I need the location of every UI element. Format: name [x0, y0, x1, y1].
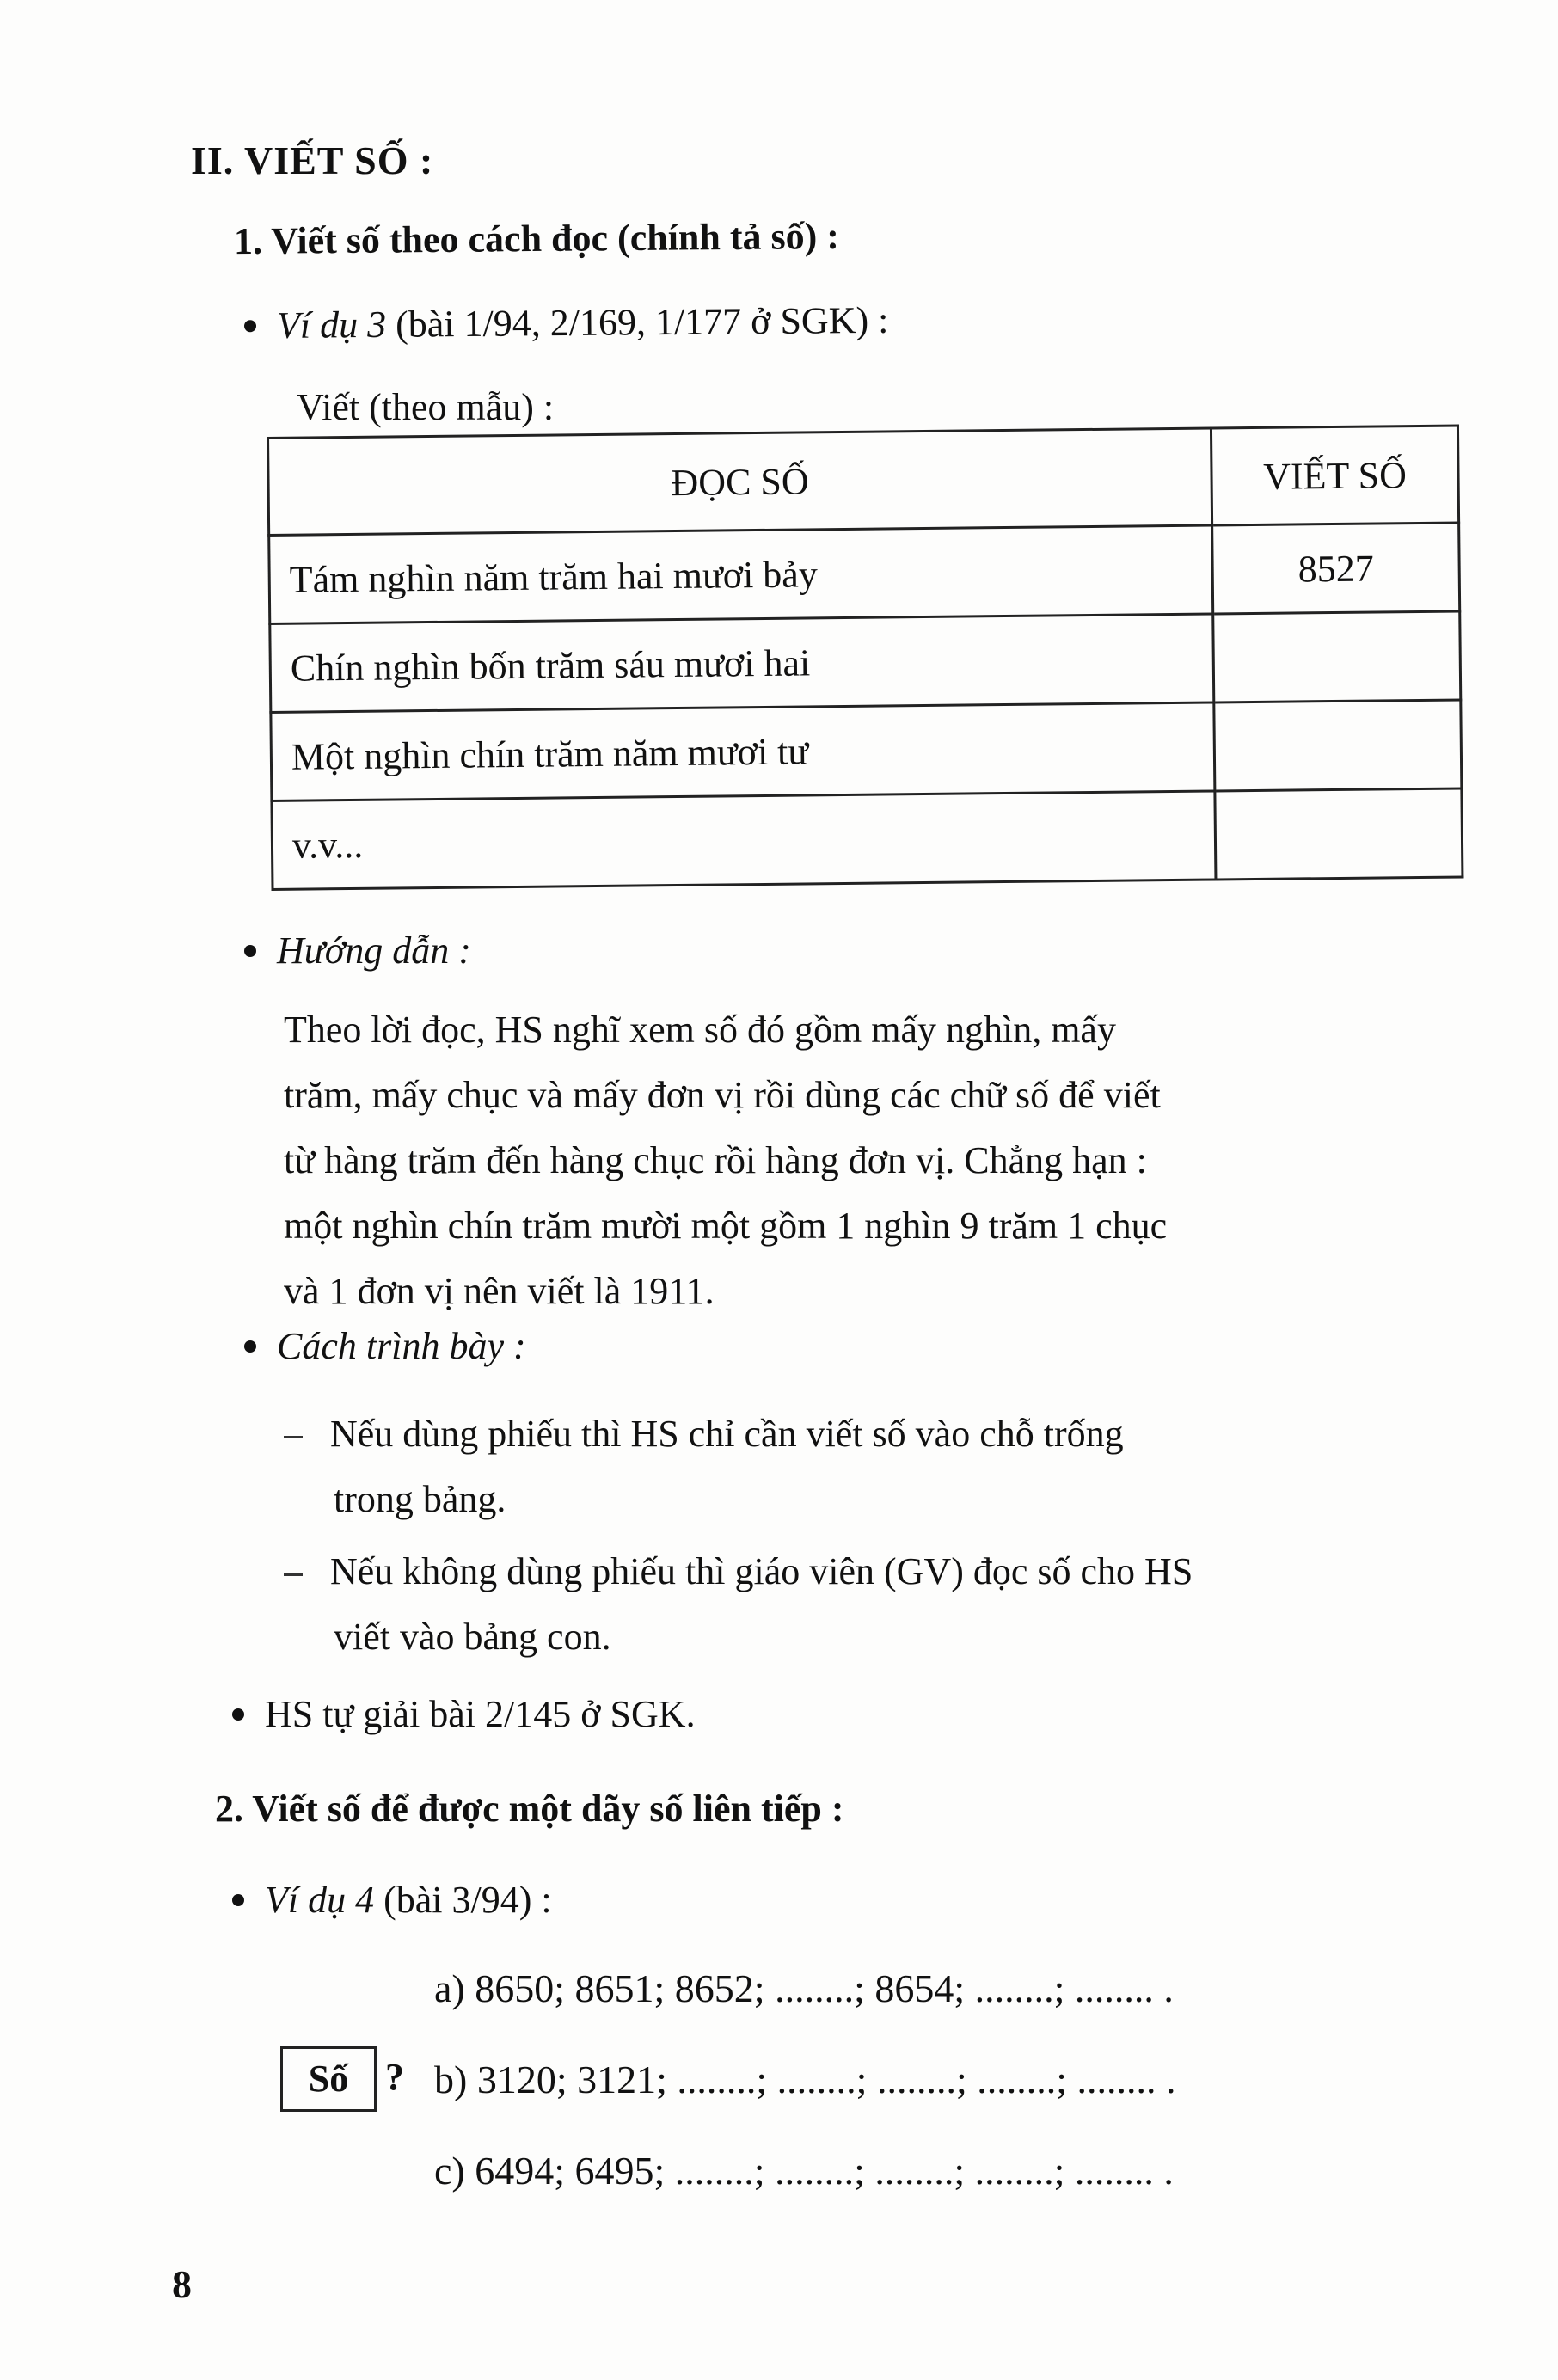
item-text-cont: viết vào bảng con. — [334, 1616, 611, 1658]
sequence-a: a) 8650; 8651; 8652; ........; 8654; ........; ........ . — [434, 1966, 1174, 2010]
guide-line: và 1 đơn vị nên viết là 1911. — [284, 1270, 715, 1312]
table-header-row — [268, 426, 1459, 535]
example-4-label: Ví dụ 4 — [265, 1879, 375, 1921]
self-practice-text: HS tự giải bài 2/145 ở SGK. — [265, 1693, 696, 1735]
header-doc-so: ĐỌC SỐ — [268, 428, 1212, 535]
row-reading: Chín nghìn bốn trăm sáu mươi hai — [270, 614, 1214, 712]
row-reading: v.v... — [272, 791, 1216, 889]
reading-table — [267, 424, 1463, 890]
guide-line: một nghìn chín trăm mười một gồm 1 nghìn 9 trăm 1 chục — [284, 1205, 1168, 1247]
guide-paragraph — [284, 997, 1167, 1324]
guide-line: trăm, mấy chục và mấy đơn vị rồi dùng các chữ số để viết — [284, 1074, 1161, 1116]
guide-label: Hướng dẫn : — [277, 929, 471, 972]
self-practice-line — [232, 1692, 696, 1736]
row-number-blank[interactable] — [1215, 788, 1463, 880]
table-instruction: Viết (theo mẫu) : — [297, 386, 555, 428]
section-title: II. VIẾT SỐ : — [191, 138, 434, 182]
example-4-ref: (bài 3/94) : — [383, 1879, 552, 1921]
table-row — [269, 523, 1460, 623]
dash-icon — [284, 1573, 303, 1576]
bullet-icon — [232, 1708, 244, 1721]
page-number: 8 — [172, 2262, 192, 2306]
item-text: Nếu dùng phiếu thì HS chỉ cần viết số vào chỗ trống — [330, 1413, 1124, 1455]
row-number: 8527 — [1212, 523, 1460, 614]
dash-icon — [284, 1436, 303, 1438]
bullet-icon — [244, 1340, 256, 1353]
example-3-label: Ví dụ 3 — [276, 303, 387, 347]
presentation-item-2 — [284, 1539, 1193, 1670]
bullet-icon — [232, 1894, 244, 1906]
row-number-blank[interactable] — [1213, 611, 1461, 702]
bullet-icon — [244, 320, 256, 332]
example-3-line — [244, 298, 889, 348]
table-row — [272, 788, 1463, 889]
row-reading: Tám nghìn năm trăm hai mươi bảy — [269, 525, 1213, 623]
table-row — [270, 611, 1461, 712]
header-viet-so: VIẾT SỐ — [1211, 426, 1458, 525]
subsection-2-title: 2. Viết số để được một dãy số liên tiếp : — [215, 1788, 844, 1830]
presentation-heading — [244, 1324, 526, 1368]
item-text-cont: trong bảng. — [334, 1478, 506, 1520]
item-text: Nếu không dùng phiếu thì giáo viên (GV) đọc số cho HS — [330, 1550, 1193, 1592]
row-reading: Một nghìn chín trăm năm mươi tư — [271, 702, 1215, 800]
guide-line: Theo lời đọc, HS nghĩ xem số đó gồm mấy nghìn, mấy — [284, 1009, 1116, 1051]
question-mark: ? — [385, 2056, 404, 2098]
row-number-blank[interactable] — [1214, 700, 1462, 791]
table-row — [271, 700, 1462, 800]
presentation-item-1 — [284, 1402, 1124, 1532]
guide-line: từ hàng trăm đến hàng chục rồi hàng đơn vị. Chẳng hạn : — [284, 1139, 1147, 1181]
so-box-label: Số — [280, 2046, 377, 2112]
sequence-b: b) 3120; 3121; ........; ........; ........; ........; ........ . — [434, 2058, 1176, 2101]
sequence-c: c) 6494; 6495; ........; ........; ........; ........; ........ . — [434, 2149, 1174, 2193]
example-3-ref: (bài 1/94, 2/169, 1/177 ở SGK) : — [395, 298, 889, 346]
presentation-label: Cách trình bày : — [277, 1325, 526, 1367]
subsection-1-title: 1. Viết số theo cách đọc (chính tả số) : — [233, 214, 840, 263]
bullet-icon — [244, 945, 256, 957]
example-4-line — [232, 1878, 552, 1922]
guide-heading — [244, 929, 471, 972]
